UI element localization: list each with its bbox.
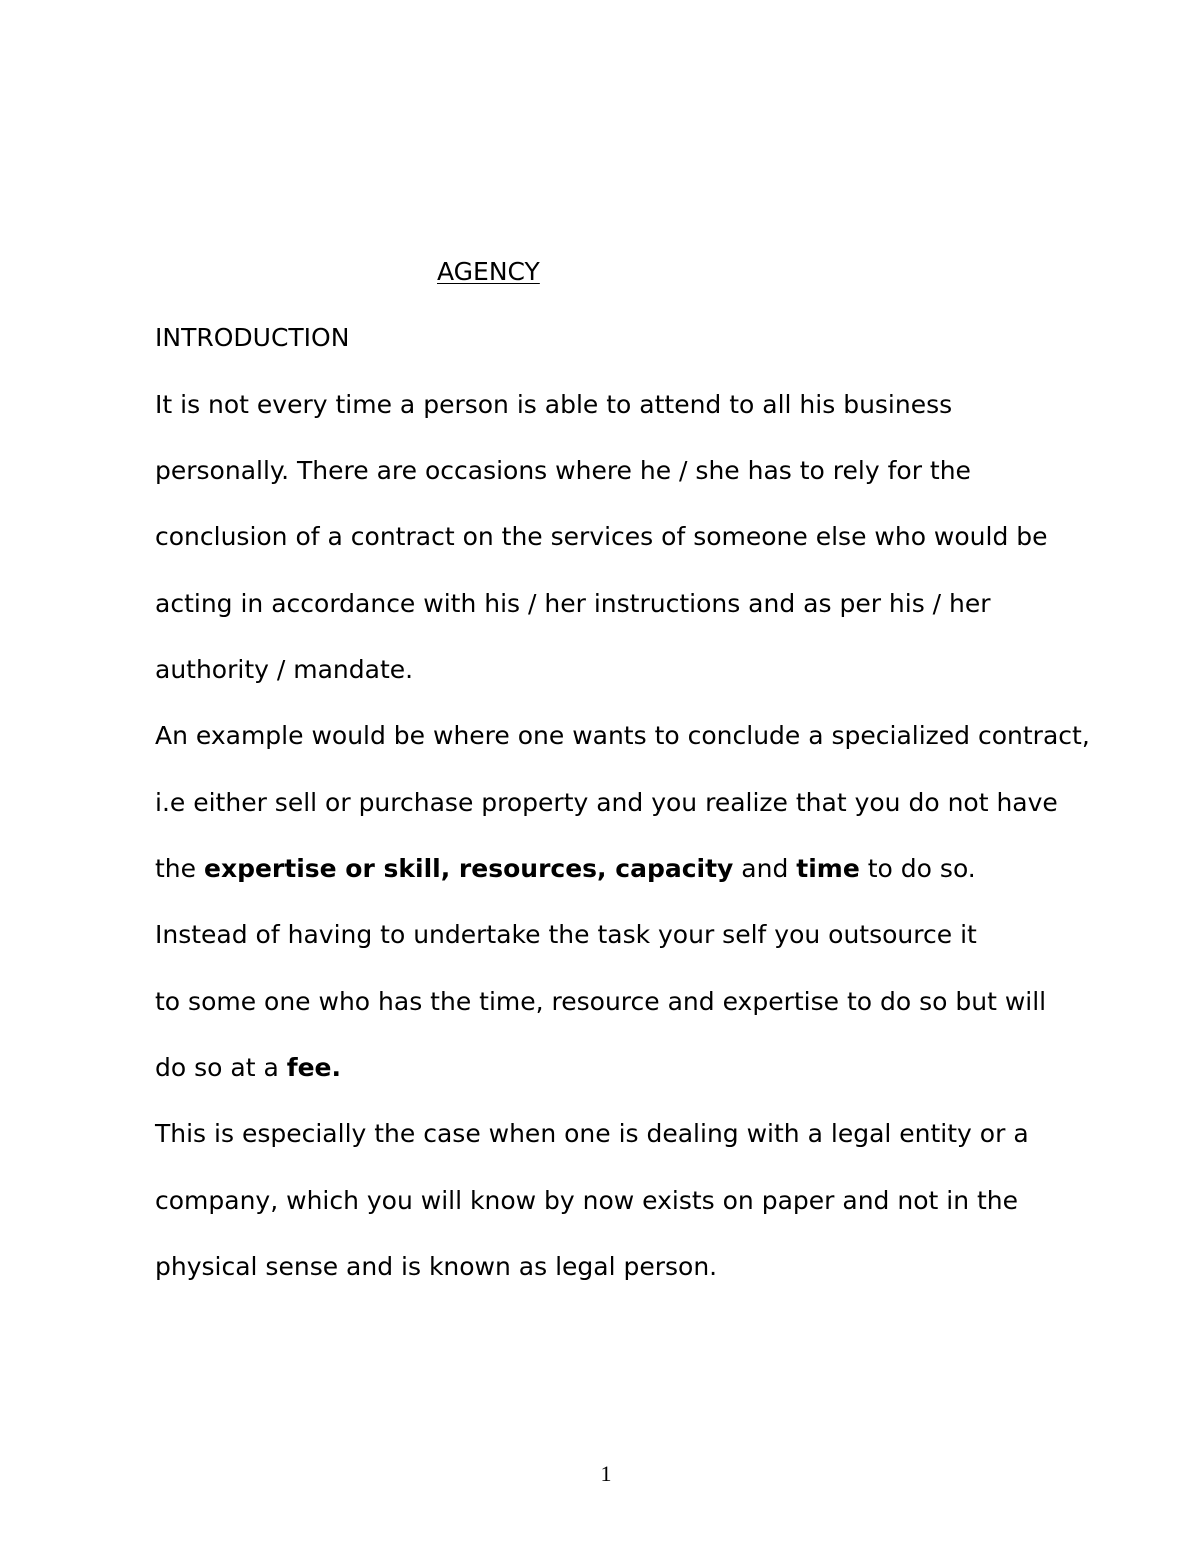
plain-text: and <box>733 854 797 883</box>
plain-text: do so at a <box>155 1053 287 1082</box>
bold-text: time <box>796 854 860 883</box>
plain-text: to do so. <box>859 854 976 883</box>
bold-text: fee. <box>286 1053 342 1082</box>
paragraph-line-with-emphasis <box>155 1052 341 1084</box>
section-heading: INTRODUCTION <box>155 323 350 352</box>
paragraph-line: personally. There are occasions where he / she has to rely for the <box>155 456 971 485</box>
paragraph-line: company, which you will know by now exists on paper and not in the <box>155 1186 1019 1215</box>
paragraph-line: i.e either sell or purchase property and you realize that you do not have <box>155 788 1058 817</box>
paragraph-line: to some one who has the time, resource and expertise to do so but will <box>155 987 1047 1016</box>
paragraph-line: An example would be where one wants to conclude a specialized contract, <box>155 721 1090 750</box>
paragraph-line: This is especially the case when one is dealing with a legal entity or a <box>155 1119 1029 1148</box>
page-number: 1 <box>600 1461 612 1486</box>
paragraph-line-with-emphasis <box>155 853 976 885</box>
paragraph-line: conclusion of a contract on the services of someone else who would be <box>155 522 1048 551</box>
document-title: AGENCY <box>437 257 540 286</box>
bold-text: expertise or skill, resources, capacity <box>203 854 734 883</box>
paragraph-line: authority / mandate. <box>155 655 414 684</box>
paragraph-line: physical sense and is known as legal person. <box>155 1252 718 1281</box>
paragraph-line: acting in accordance with his / her instructions and as per his / her <box>155 589 991 618</box>
plain-text: the <box>155 854 204 883</box>
paragraph-line: Instead of having to undertake the task your self you outsource it <box>155 920 977 949</box>
paragraph-line: It is not every time a person is able to attend to all his business <box>155 390 953 419</box>
